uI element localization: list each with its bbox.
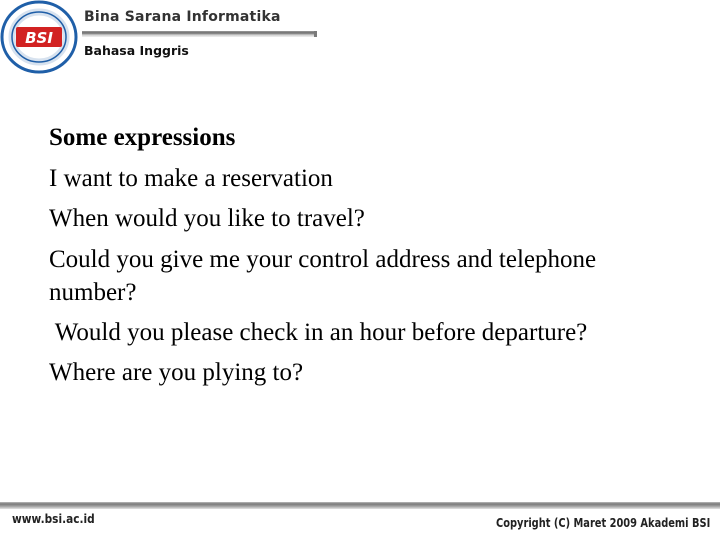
- header-divider: [82, 31, 317, 37]
- slide-heading: Some expressions: [49, 124, 236, 151]
- bsi-logo-icon: [0, 0, 80, 74]
- org-name: Bina Sarana Informatika: [84, 9, 281, 25]
- logo-monogram: BSI: [25, 29, 53, 47]
- expression-line: Could you give me your control address and telephone number?: [49, 245, 597, 306]
- footer-divider: [0, 502, 720, 509]
- expression-line: Where are you plying to?: [49, 359, 304, 386]
- expression-line: Would you please check in an hour before departure?: [49, 318, 588, 346]
- slide-body: [49, 118, 689, 394]
- footer-url: www.bsi.ac.id: [12, 512, 95, 526]
- slide-header: [0, 0, 720, 80]
- footer-copyright: Copyright (C) Maret 2009 Akademi BSI: [495, 516, 710, 530]
- expression-line: I want to make a reservation: [49, 164, 333, 192]
- course-name: Bahasa Inggris: [84, 43, 189, 58]
- expression-line: When would you like to travel?: [49, 205, 365, 232]
